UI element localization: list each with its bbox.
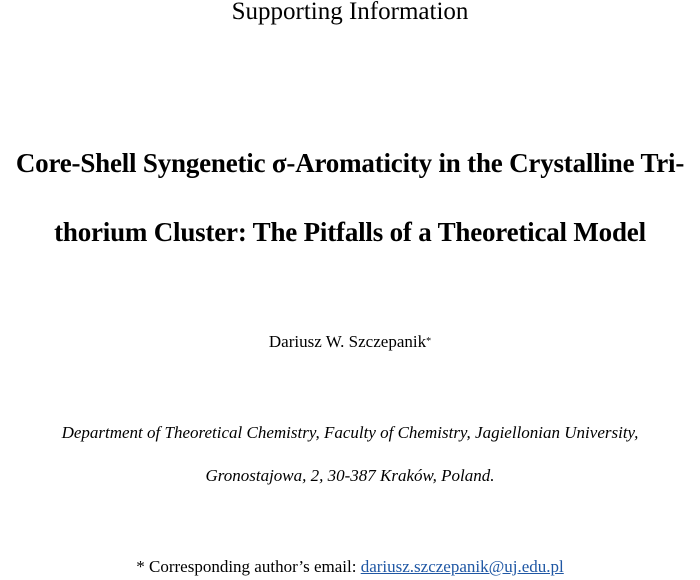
supporting-information-heading: Supporting Information <box>231 0 469 25</box>
author-line <box>0 331 700 353</box>
affiliation-line-2: Gronostajowa, 2, 30-387 Kraków, Poland. <box>205 466 495 485</box>
affiliation-line-1: Department of Theoretical Chemistry, Faculty of Chemistry, Jagiellonian University, <box>61 423 639 442</box>
author-name: Dariusz W. Szczepanik <box>268 332 427 351</box>
paper-title-line-1: Core-Shell Syngenetic σ-Aromaticity in the Crystalline Tri- <box>15 148 685 178</box>
email-link[interactable]: dariusz.szczepanik@uj.edu.pl <box>360 557 564 576</box>
correspondence-line <box>0 556 700 578</box>
correspondence-label: * Corresponding author’s email: <box>136 557 361 576</box>
corresponding-author-marker: * <box>426 336 432 347</box>
paper-title-line-2: thorium Cluster: The Pitfalls of a Theoretical Model <box>54 217 646 247</box>
